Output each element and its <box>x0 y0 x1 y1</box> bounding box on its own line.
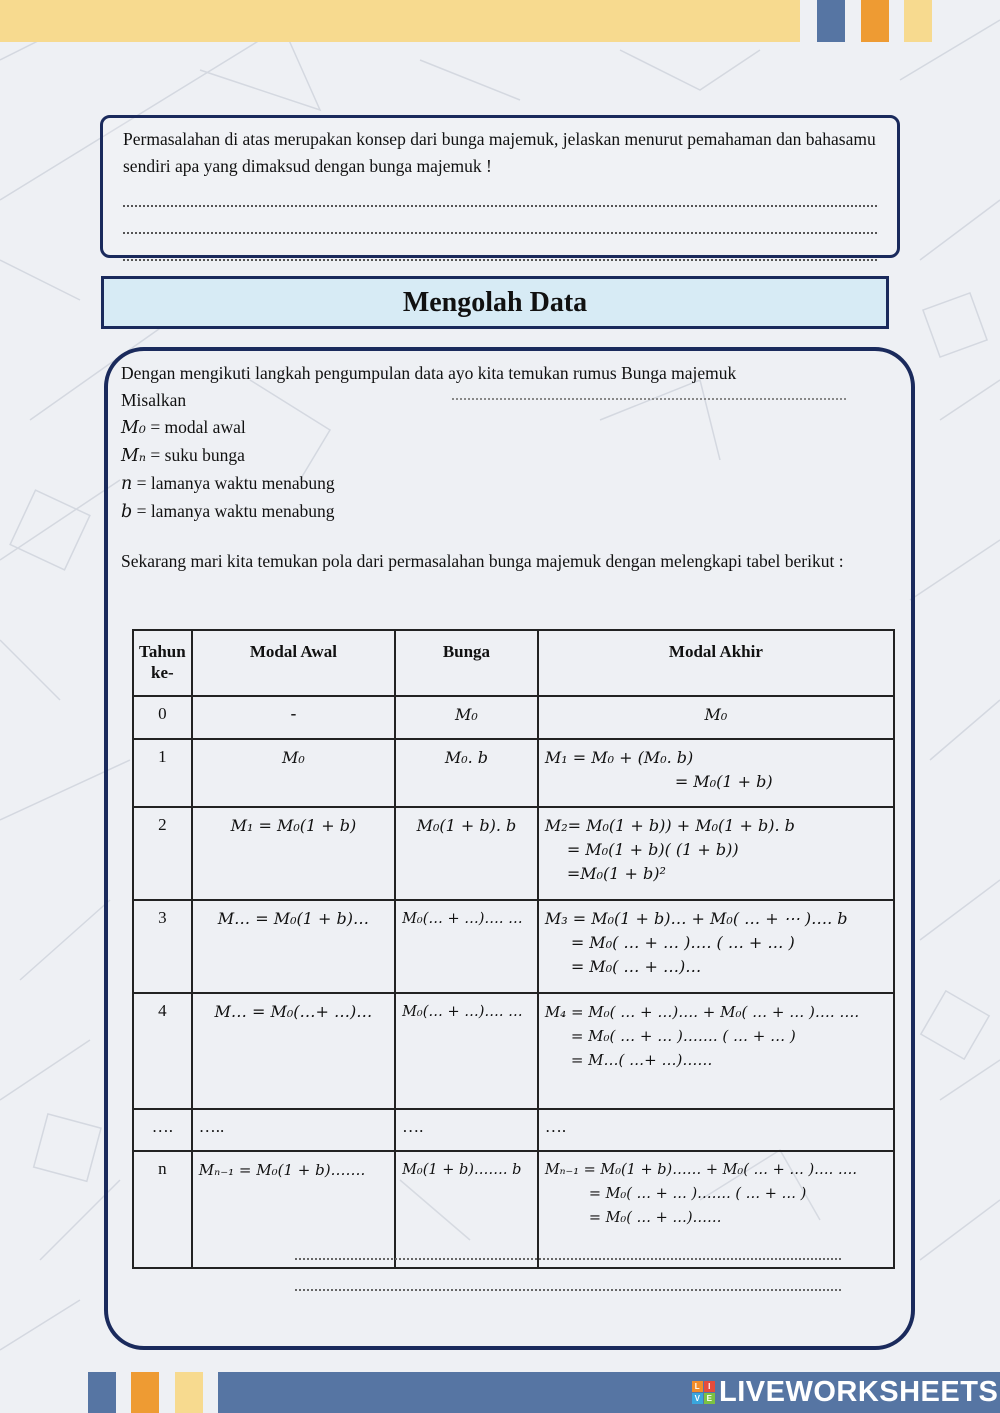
intro-misalkan: Misalkan <box>121 390 187 410</box>
question-box <box>100 115 900 258</box>
formula-line: = M₀( … + … )……. ( … + … ) <box>570 1027 796 1045</box>
answer-line-2[interactable] <box>123 207 877 234</box>
formula-line: M₁ = M₀ + (M₀. b) <box>544 748 694 767</box>
var-row <box>121 498 891 526</box>
table-row <box>133 807 894 900</box>
formula-line: = M₀(1 + b)( (1 + b)) <box>566 840 739 859</box>
top-decor-bar <box>0 0 800 42</box>
cell-bunga[interactable]: …. <box>395 1109 538 1151</box>
cell-modal-awal[interactable]: ….. <box>192 1109 395 1151</box>
answer-line-3[interactable] <box>123 234 877 261</box>
answer-line-bottom-1[interactable] <box>295 1258 841 1260</box>
var-row <box>121 442 891 470</box>
cell-modal-akhir: M₀ <box>538 696 894 739</box>
top-decor-square-orange <box>861 0 889 42</box>
table-row <box>133 739 894 807</box>
var-desc: = suku bunga <box>150 445 245 465</box>
formula-line: Mₙ₋₁ = M₀(1 + b)…… + M₀( … + … )…. …. <box>544 1162 857 1178</box>
cell-bunga[interactable]: M₀(… + …)…. … <box>395 993 538 1109</box>
cell-year: 1 <box>133 739 192 807</box>
formula-line: =M₀(1 + b)² <box>566 864 666 883</box>
top-decor-square-blue <box>817 0 845 42</box>
intro-answer-line[interactable] <box>452 398 846 400</box>
compound-interest-table <box>132 629 895 1269</box>
header-modal-akhir: Modal Akhir <box>538 630 894 696</box>
cell-modal-awal[interactable]: Mₙ₋₁ = M₀(1 + b)……. <box>192 1151 395 1268</box>
var-desc: = lamanya waktu menabung <box>136 501 335 521</box>
var-row <box>121 414 891 442</box>
table-instruction: Sekarang mari kita temukan pola dari permasalahan bunga majemuk dengan melengkapi tabel berikut : <box>121 551 844 571</box>
table-row <box>133 696 894 739</box>
formula-line: M₂= M₀(1 + b)) + M₀(1 + b). b <box>544 816 795 835</box>
table-row <box>133 900 894 993</box>
cell-year: n <box>133 1151 192 1268</box>
logo-mark-letter: L <box>692 1381 703 1392</box>
header-modal-awal: Modal Awal <box>192 630 395 696</box>
logo-mark-icon <box>692 1381 715 1404</box>
cell-modal-akhir[interactable] <box>538 739 894 807</box>
cell-bunga: M₀. b <box>395 739 538 807</box>
question-text: Permasalahan di atas merupakan konsep dari bunga majemuk, jelaskan menurut pemahaman dan bahasamu sendiri apa yang dimaksud dengan bunga majemuk ! <box>123 129 876 176</box>
formula-line: = M₀( … + …)…… <box>588 1210 722 1226</box>
cell-bunga[interactable]: M₀(… + …)…. … <box>395 900 538 993</box>
var-symbol: M₀ <box>121 418 146 438</box>
logo-text: LIVEWORKSHEETS <box>719 1375 999 1408</box>
formula-line: = M₀( … + … )…. ( … + … ) <box>570 933 795 952</box>
cell-modal-awal: M₁ = M₀(1 + b) <box>192 807 395 900</box>
cell-modal-akhir[interactable] <box>538 993 894 1109</box>
cell-modal-akhir[interactable] <box>538 807 894 900</box>
var-symbol: b <box>121 502 133 522</box>
logo-mark-letter: I <box>704 1381 715 1392</box>
cell-modal-akhir[interactable] <box>538 900 894 993</box>
formula-line: M₃ = M₀(1 + b)… + M₀( … + ⋯ )…. b <box>544 909 848 928</box>
logo-mark-letter: V <box>692 1393 703 1404</box>
logo-mark-letter: E <box>704 1393 715 1404</box>
cell-modal-akhir[interactable] <box>538 1151 894 1268</box>
cell-bunga: M₀ <box>395 696 538 739</box>
cell-bunga[interactable]: M₀(1 + b)……. b <box>395 1151 538 1268</box>
cell-modal-akhir[interactable]: …. <box>538 1109 894 1151</box>
formula-line: M₄ = M₀( … + …)…. + M₀( … + … )…. …. <box>544 1003 860 1021</box>
answer-line-bottom-2[interactable] <box>295 1289 841 1291</box>
cell-year: 4 <box>133 993 192 1109</box>
cell-year: 3 <box>133 900 192 993</box>
table-row <box>133 993 894 1109</box>
var-row <box>121 470 891 498</box>
answer-line-1[interactable] <box>123 180 877 207</box>
table-row <box>133 1151 894 1268</box>
formula-line: = M₀(1 + b) <box>674 772 773 791</box>
formula-line: = M₀( … + … )……. ( … + … ) <box>588 1186 807 1202</box>
cell-modal-awal[interactable]: M… = M₀(1 + b)… <box>192 900 395 993</box>
intro-line: Dengan mengikuti langkah pengumpulan data ayo kita temukan rumus Bunga majemuk <box>121 363 737 383</box>
var-symbol: n <box>121 474 133 494</box>
intro-block <box>121 360 891 526</box>
bottom-decor-square-yellow <box>175 1372 203 1413</box>
var-desc: = lamanya waktu menabung <box>136 473 335 493</box>
bottom-decor-square-orange <box>131 1372 159 1413</box>
section-heading: Mengolah Data <box>101 276 889 329</box>
var-symbol: Mₙ <box>121 446 147 466</box>
liveworksheets-logo[interactable] <box>692 1374 998 1410</box>
cell-year: …. <box>133 1109 192 1151</box>
header-tahun: Tahun ke- <box>133 630 192 696</box>
formula-line: = M…( …+ …)…… <box>570 1051 713 1069</box>
var-desc: = modal awal <box>150 417 246 437</box>
cell-modal-awal[interactable]: M… = M₀(…+ …)… <box>192 993 395 1109</box>
formula-line: = M₀( … + …)… <box>570 957 702 976</box>
cell-modal-awal: M₀ <box>192 739 395 807</box>
bottom-decor-square-blue <box>88 1372 116 1413</box>
table-row <box>133 1109 894 1151</box>
cell-modal-awal: - <box>192 696 395 739</box>
cell-year: 2 <box>133 807 192 900</box>
top-decor-square-yellow <box>904 0 932 42</box>
cell-year: 0 <box>133 696 192 739</box>
cell-bunga: M₀(1 + b). b <box>395 807 538 900</box>
header-bunga: Bunga <box>395 630 538 696</box>
